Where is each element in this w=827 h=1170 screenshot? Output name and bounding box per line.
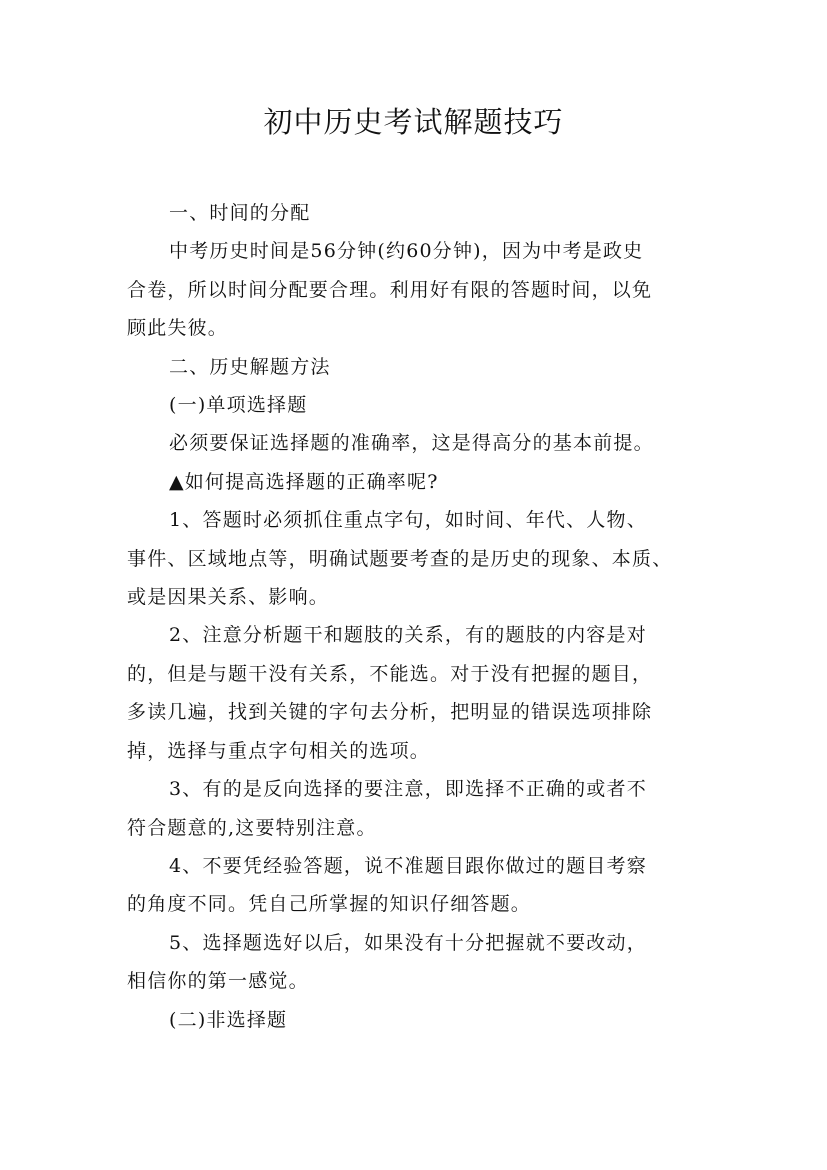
tip-3 <box>127 770 705 847</box>
question-how-to-improve <box>127 463 705 501</box>
subheading-single-choice <box>127 386 705 424</box>
text-line: 二、历史解题方法 <box>169 355 331 378</box>
text-line: 的角度不同。凭自己所掌握的知识仔细答题。 <box>127 893 532 916</box>
text-line: 符合题意的,这要特别注意。 <box>127 816 377 839</box>
subheading-non-choice <box>127 1001 705 1039</box>
tip-1 <box>127 501 705 616</box>
text-line: 事件、区域地点等，明确试题要考查的是历史的现象、本质、 <box>127 547 673 570</box>
text-line: 掉，选择与重点字句相关的选项。 <box>127 739 431 762</box>
text-line: 多读几遍，找到关键的字句去分析，把明显的错误选项排除 <box>127 701 653 724</box>
paragraph-accuracy <box>127 424 705 462</box>
text-line: 或是因果关系、影响。 <box>127 586 330 609</box>
text-line: 5、选择题选好以后，如果没有十分把握就不要改动， <box>169 931 647 954</box>
text-line: 合卷，所以时间分配要合理。利用好有限的答题时间，以免 <box>127 278 653 301</box>
text-line: (一)单项选择题 <box>169 394 308 417</box>
text-line: 中考历史时间是56分钟(约60分钟)，因为中考是政史 <box>169 240 644 263</box>
document-body <box>127 194 705 1039</box>
section-heading-methods <box>127 348 705 386</box>
text-line: (二)非选择题 <box>169 1008 288 1031</box>
tip-2 <box>127 616 705 770</box>
text-line: 必须要保证选择题的准确率，这是得高分的基本前提。 <box>169 432 654 455</box>
text-line: ▲如何提高选择题的正确率呢? <box>169 470 439 493</box>
text-line: 的，但是与题干没有关系，不能选。对于没有把握的题目， <box>127 662 653 685</box>
paragraph-time <box>127 232 705 347</box>
tip-4 <box>127 847 705 924</box>
text-line: 1、答题时必须抓住重点字句，如时间、年代、人物、 <box>169 509 647 532</box>
text-line: 3、有的是反向选择的要注意，即选择不正确的或者不 <box>169 778 647 801</box>
text-line: 顾此失彼。 <box>127 317 229 340</box>
tip-5 <box>127 924 705 1001</box>
text-line: 相信你的第一感觉。 <box>127 970 309 993</box>
text-line: 4、不要凭经验答题，说不准题目跟你做过的题目考察 <box>169 854 647 877</box>
text-line: 2、注意分析题干和题肢的关系，有的题肢的内容是对 <box>169 624 647 647</box>
document-title: 初中历史考试解题技巧 <box>263 105 564 139</box>
section-heading-time <box>127 194 705 232</box>
text-line: 一、时间的分配 <box>169 202 311 224</box>
